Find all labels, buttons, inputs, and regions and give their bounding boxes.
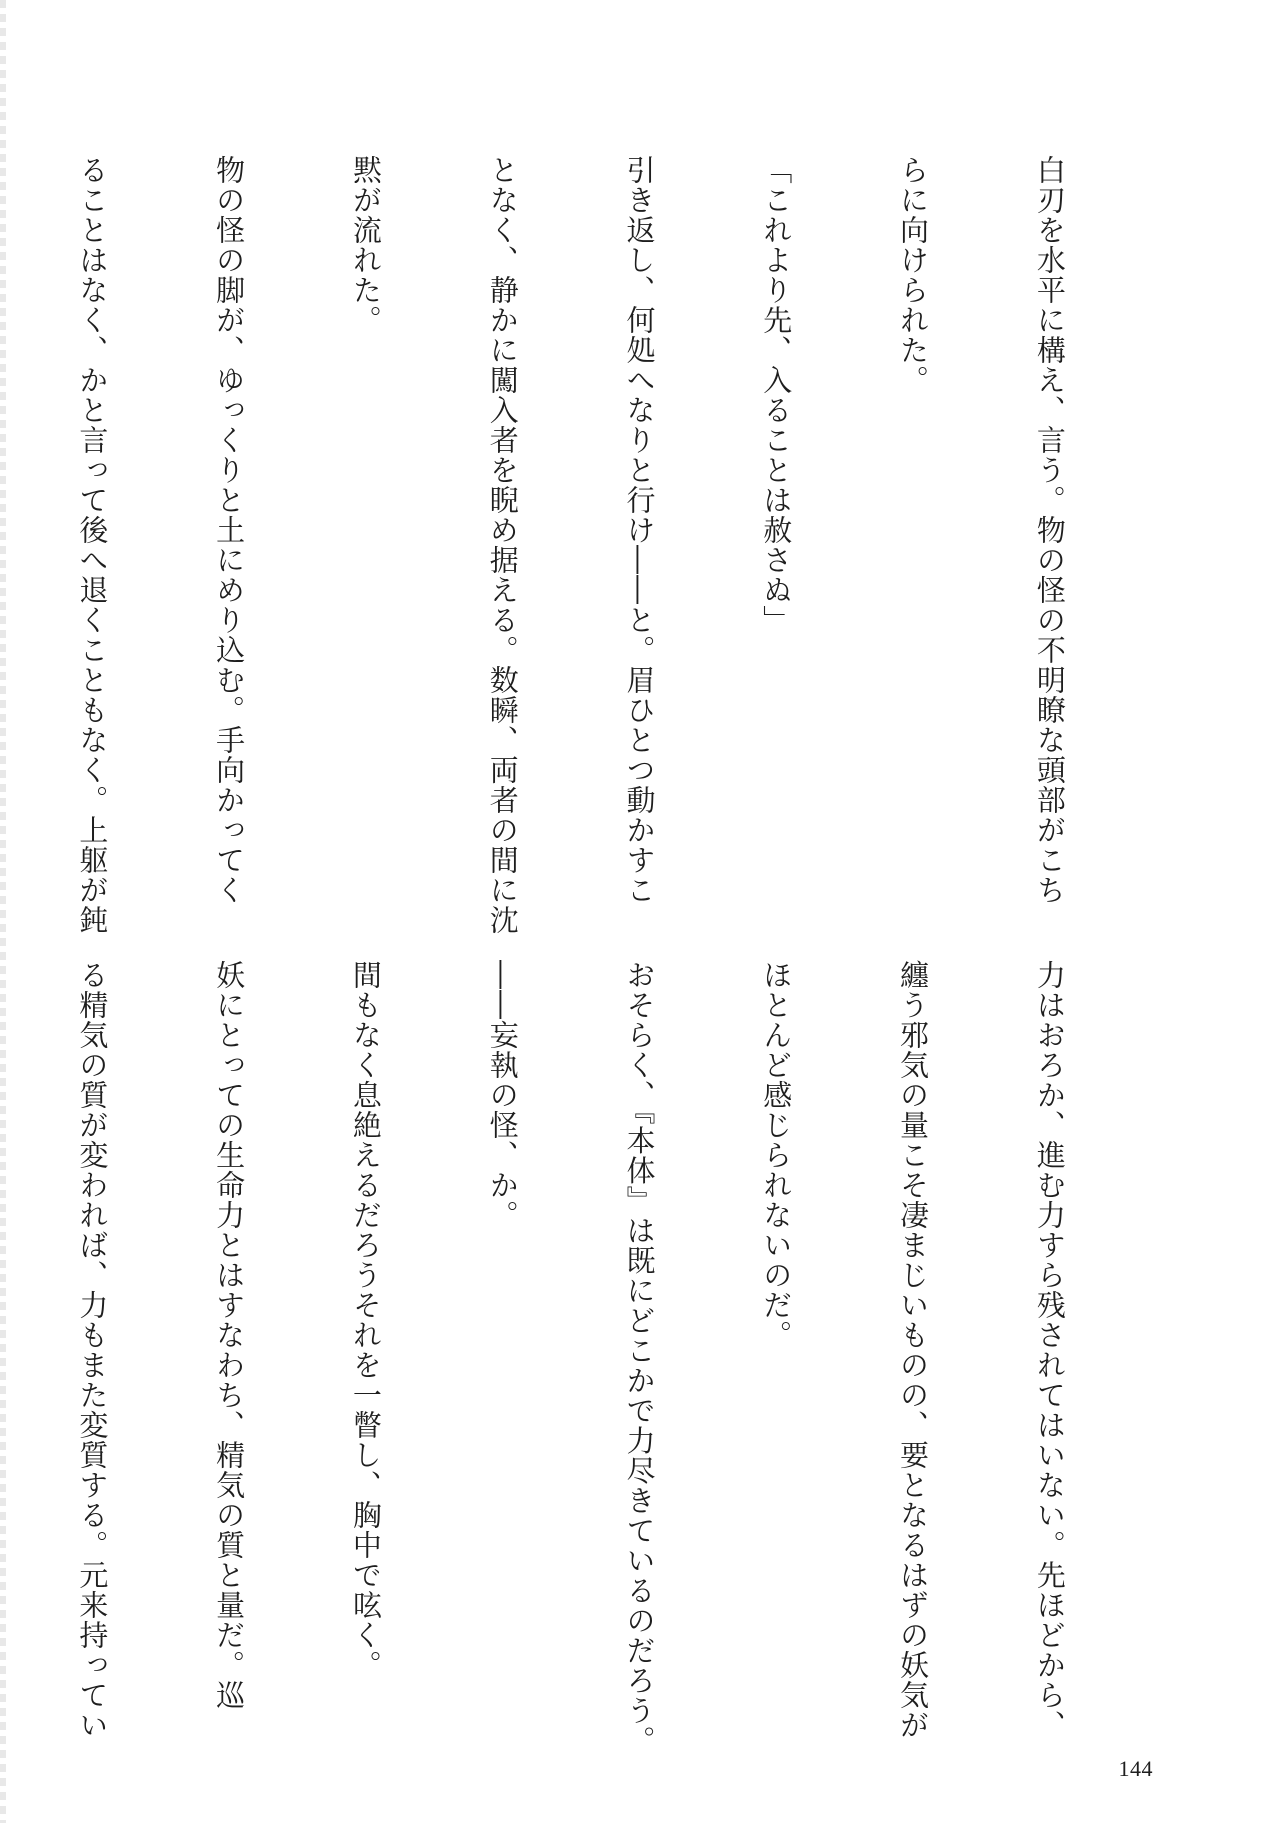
text-line: らに向けられた。 bbox=[896, 155, 931, 395]
text-line: 間もなく息絶えるだろうそれを一瞥し、胸中で呟く。 bbox=[348, 960, 383, 1680]
text-line: ることはなく、かと言って後へ退くこともなく。上躯が鈍 bbox=[75, 155, 110, 935]
text-line: 白刃を水平に構え、言う。物の怪の不明瞭な頭部がこち bbox=[1032, 155, 1067, 905]
text-line: となく、静かに闖入者を睨め据える。数瞬、両者の間に沈 bbox=[485, 155, 520, 935]
text-line: 物の怪の脚が、ゆっくりと土にめり込む。手向かってく bbox=[212, 155, 247, 905]
text-line: 引き返し、何処へなりと行け――と。眉ひとつ動かすこ bbox=[622, 155, 657, 905]
text-line: ――妄執の怪、か。 bbox=[485, 960, 520, 1230]
text-line: 纏う邪気の量こそ凄まじいものの、要となるはずの妖気が bbox=[896, 960, 931, 1740]
text-line: 力はおろか、進む力すら残されてはいない。先ほどから、 bbox=[1032, 960, 1067, 1740]
text-line: 「これより先、入ることは赦さぬ」 bbox=[759, 155, 794, 635]
text-line: 妖にとっての生命力とはすなわち、精気の質と量だ。巡 bbox=[212, 960, 247, 1710]
lower-text-block bbox=[0, 960, 1163, 1756]
text-line: る精気の質が変われば、力もまた変質する。元来持ってい bbox=[75, 960, 110, 1740]
page-number: 144 bbox=[1118, 1756, 1153, 1781]
text-line: ほとんど感じられないのだ。 bbox=[759, 960, 794, 1350]
text-line: 黙が流れた。 bbox=[348, 155, 383, 335]
text-line: おそらく、『本体』は既にどこかで力尽きているのだろう。 bbox=[622, 960, 657, 1756]
upper-text-block bbox=[0, 155, 1163, 935]
